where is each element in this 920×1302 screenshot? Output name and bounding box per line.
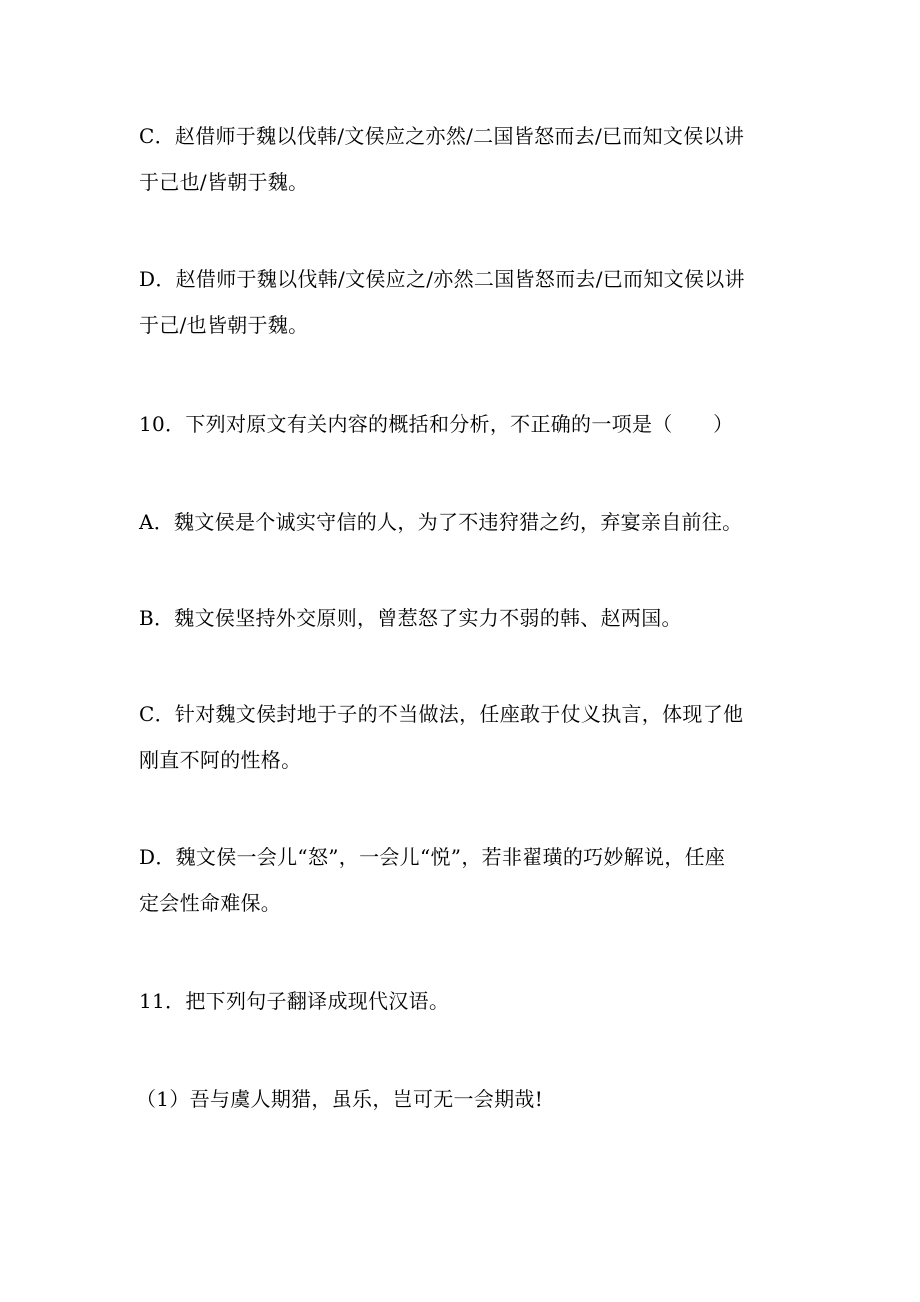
text-line: A．魏文侯是个诚实守信的人，为了不违狩猎之约，弃宴亲自前往。 bbox=[139, 510, 743, 534]
text-line: D．赵借师于魏以伐韩/文侯应之/亦然二国皆怒而去/已而知文侯以讲 bbox=[139, 267, 745, 291]
option-10c bbox=[139, 691, 789, 783]
text-line: 于己也/皆朝于魏。 bbox=[139, 170, 309, 194]
question-11-stem bbox=[139, 978, 789, 1024]
option-10a bbox=[139, 499, 789, 545]
text-line: 定会性命难保。 bbox=[139, 891, 282, 915]
text-line: C．针对魏文侯封地于子的不当做法，任座敢于仗义执言，体现了他 bbox=[139, 702, 744, 726]
question-10-stem bbox=[139, 401, 789, 447]
text-line: 刚直不阿的性格。 bbox=[139, 748, 302, 772]
text-line: 于己/也皆朝于魏。 bbox=[139, 313, 309, 337]
text-line: B．魏文侯坚持外交原则，曾惹怒了实力不弱的韩、赵两国。 bbox=[139, 606, 682, 630]
sentence-11-1 bbox=[136, 1076, 786, 1122]
option-9d bbox=[139, 256, 789, 348]
text-line: 10．下列对原文有关内容的概括和分析，不正确的一项是（ ） bbox=[139, 412, 734, 436]
text-line: C．赵借师于魏以伐韩/文侯应之亦然/二国皆怒而去/已而知文侯以讲 bbox=[139, 124, 745, 148]
text-line: D．魏文侯一会儿“怒”，一会儿“悦”，若非翟璜的巧妙解说，任座 bbox=[139, 845, 726, 869]
option-9c bbox=[139, 113, 789, 205]
option-10d bbox=[139, 834, 789, 926]
text-line: 11．把下列句子翻译成现代汉语。 bbox=[139, 989, 450, 1013]
option-10b bbox=[139, 595, 789, 641]
text-line: （1）吾与虞人期猎，虽乐，岂可无一会期哉! bbox=[136, 1087, 544, 1111]
